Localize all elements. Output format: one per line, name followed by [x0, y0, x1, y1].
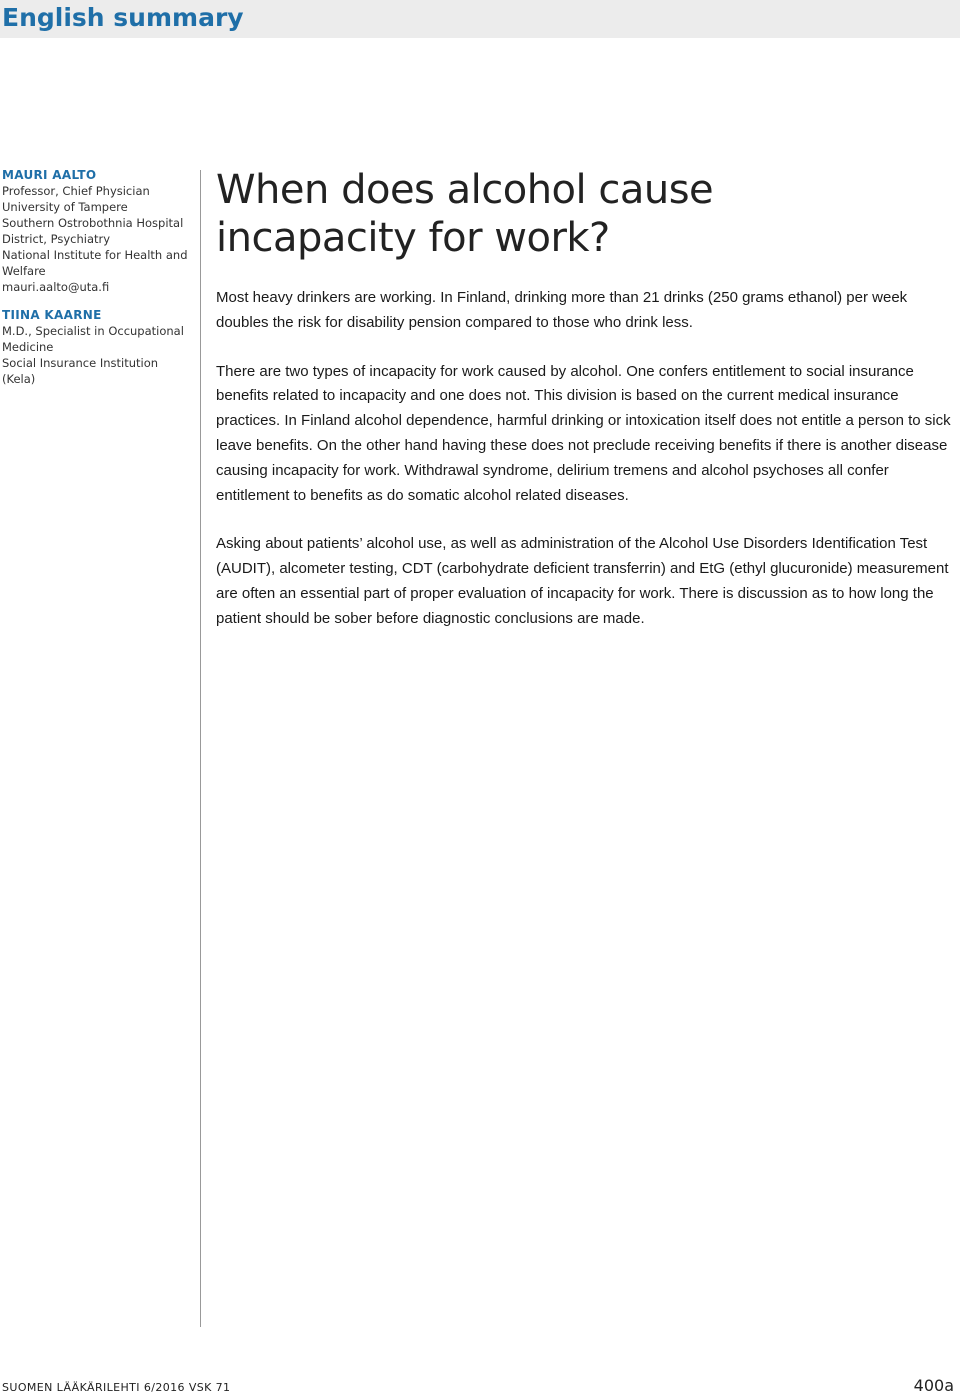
- article-title-line: incapacity for work?: [216, 215, 610, 261]
- author-name: MAURI AALTO: [2, 168, 97, 182]
- author-affiliation-line: National Institute for Health and: [2, 248, 188, 262]
- author-affiliation-line: Social Insurance Institution: [2, 356, 159, 370]
- section-title: English summary: [2, 3, 244, 32]
- journal-footer: SUOMEN LÄÄKÄRILEHTI 6/2016 VSK 71: [2, 1381, 231, 1394]
- author-block: [2, 167, 188, 295]
- author-name: TIINA KAARNE: [2, 308, 102, 322]
- article-body: [216, 166, 954, 656]
- author-affiliation-line: (Kela): [2, 372, 36, 386]
- author-affiliation-line: District, Psychiatry: [2, 232, 111, 246]
- author-affiliation-line: Southern Ostrobothnia Hospital: [2, 216, 184, 230]
- author-affiliation-line: Welfare: [2, 264, 46, 278]
- author-affiliation-line: Medicine: [2, 340, 54, 354]
- page-number: 400a: [913, 1376, 954, 1395]
- article-paragraph: Asking about patients’ alcohol use, as well as administration of the Alcohol Use Disorders Identification Test (AUDIT), alcometer testing, CDT (carbohydrate deficient transferrin) and EtG (ethyl glucuronide) measurement are often an essential part of proper evaluation of incapacity for work. There is discussion as to how long the patient should be sober before diagnostic conclusions are made.: [216, 535, 949, 627]
- author-email: mauri.aalto@uta.fi: [2, 280, 110, 294]
- column-divider: [200, 170, 201, 1327]
- author-affiliation-line: University of Tampere: [2, 200, 128, 214]
- article-paragraph: Most heavy drinkers are working. In Finland, drinking more than 21 drinks (250 grams ethanol) per week doubles the risk for disability pension compared to those who drink less.: [216, 289, 908, 331]
- author-affiliation-line: Professor, Chief Physician: [2, 184, 150, 198]
- article-title: [216, 166, 954, 262]
- section-header: [0, 0, 960, 38]
- author-sidebar: [2, 167, 188, 399]
- author-block: [2, 307, 188, 387]
- author-affiliation-line: M.D., Specialist in Occupational: [2, 324, 184, 338]
- article-title-line: When does alcohol cause: [216, 167, 714, 213]
- article-paragraph: There are two types of incapacity for work caused by alcohol. One confers entitlement to social insurance benefits related to incapacity and one does not. This division is based on the current medical insurance practices. In Finland alcohol dependence, harmful drinking or intoxication itself does not entitle a person to sick leave benefits. On the other hand having these does not preclude receiving benefits if there is another disease causing incapacity for work. Withdrawal syndrome, delirium tremens and alcohol psychoses all confer entitlement to benefits as do somatic alcohol related diseases.: [216, 362, 951, 504]
